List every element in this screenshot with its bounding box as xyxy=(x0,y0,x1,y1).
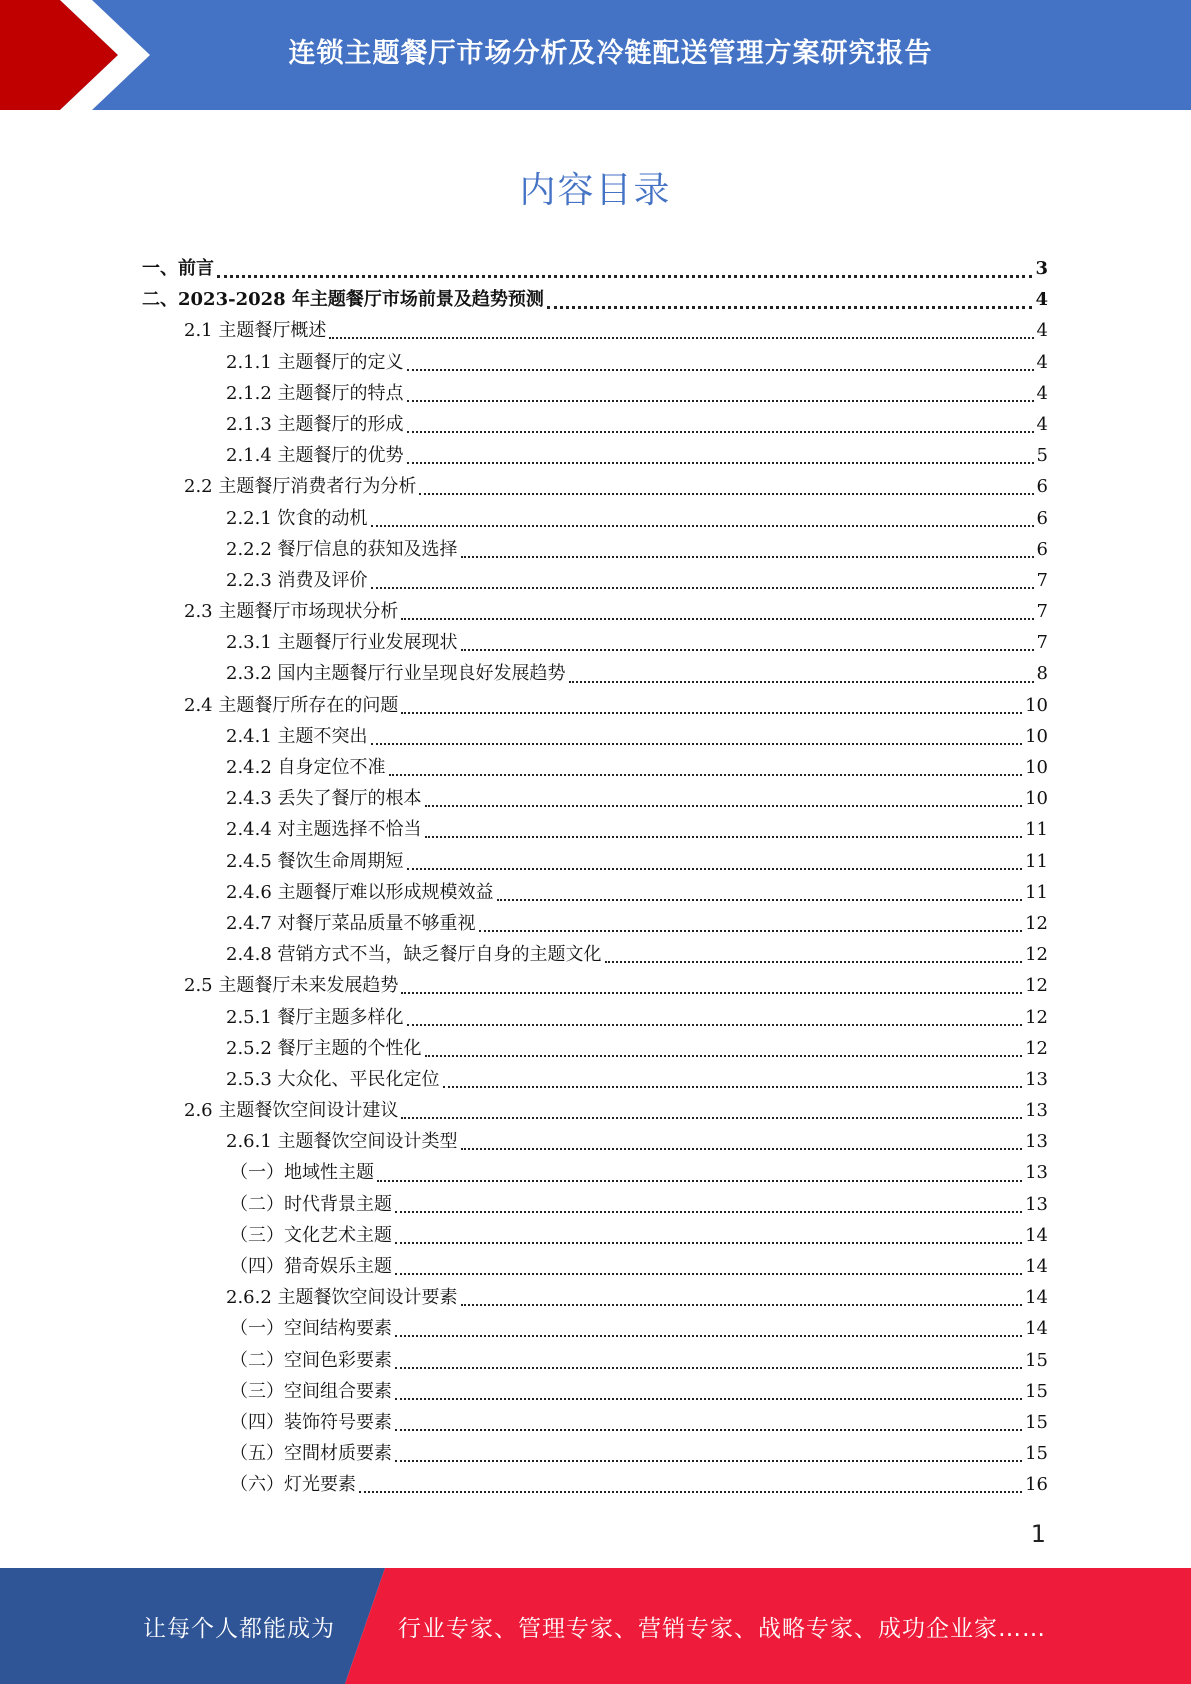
toc-entry-label: 2.4.5 餐饮生命周期短 xyxy=(226,850,404,872)
toc-leader-dots xyxy=(425,1054,1023,1057)
toc-entry-label: 2.6.2 主题餐饮空间设计要素 xyxy=(226,1287,458,1309)
toc-leader-dots xyxy=(407,1023,1023,1026)
toc-entry-label: （六）灯光要素 xyxy=(230,1474,356,1496)
toc-entry[interactable] xyxy=(142,1157,1048,1188)
toc-entry[interactable] xyxy=(142,347,1048,378)
toc-leader-dots xyxy=(407,399,1034,402)
toc-entry-page: 5 xyxy=(1036,445,1048,467)
toc-entry[interactable] xyxy=(142,253,1048,284)
page-number: 1 xyxy=(1030,1520,1046,1548)
toc-leader-dots xyxy=(377,1179,1022,1182)
toc-entry-page: 10 xyxy=(1025,694,1048,716)
toc-entry[interactable] xyxy=(142,939,1048,970)
toc-leader-dots xyxy=(547,305,1033,309)
toc-entry-label: 2.4.6 主题餐厅难以形成规模效益 xyxy=(226,881,494,903)
toc-entry[interactable] xyxy=(142,378,1048,409)
toc-entry-page: 12 xyxy=(1025,1006,1048,1028)
report-title: 连锁主题餐厅市场分析及冷链配送管理方案研究报告 xyxy=(288,37,933,69)
toc-entry-label: 2.6 主题餐饮空间设计建议 xyxy=(184,1100,399,1122)
toc-entry-label: 2.5.2 餐厅主题的个性化 xyxy=(226,1037,422,1059)
toc-entry-page: 11 xyxy=(1025,850,1048,872)
toc-entry-label: 2.5 主题餐厅未来发展趋势 xyxy=(184,975,399,997)
toc-leader-dots xyxy=(401,1116,1022,1119)
toc-leader-dots xyxy=(371,586,1034,589)
toc-entry[interactable] xyxy=(142,658,1048,689)
toc-entry-label: 2.3.1 主题餐厅行业发展现状 xyxy=(226,632,458,654)
toc-entry[interactable] xyxy=(142,1407,1048,1438)
toc-leader-dots xyxy=(497,898,1023,901)
toc-entry-page: 7 xyxy=(1036,569,1048,591)
toc-entry[interactable] xyxy=(142,471,1048,502)
toc-leader-dots xyxy=(461,1303,1023,1306)
toc-entry[interactable] xyxy=(142,1469,1048,1500)
toc-entry-label: （三）空间组合要素 xyxy=(230,1380,392,1402)
toc-entry-label: 2.1.4 主题餐厅的优势 xyxy=(226,445,404,467)
toc-leader-dots xyxy=(329,336,1033,339)
footer-slogan-right: 行业专家、管理专家、营销专家、战略专家、成功企业家…… xyxy=(398,1615,1046,1642)
toc-leader-dots xyxy=(359,1490,1022,1493)
toc-entry-page: 4 xyxy=(1036,382,1048,404)
toc-entry[interactable] xyxy=(142,877,1048,908)
toc-entry-page: 15 xyxy=(1025,1443,1048,1465)
toc-entry-label: 2.4.8 营销方式不当，缺乏餐厅自身的主题文化 xyxy=(226,944,602,966)
toc-entry[interactable] xyxy=(142,534,1048,565)
toc-entry-label: 2.4.4 对主题选择不恰当 xyxy=(226,819,422,841)
toc-entry[interactable] xyxy=(142,596,1048,627)
toc-entry[interactable] xyxy=(142,409,1048,440)
toc-entry[interactable] xyxy=(142,565,1048,596)
toc-entry-page: 3 xyxy=(1035,258,1048,279)
toc-leader-dots xyxy=(217,274,1032,278)
toc-leader-dots xyxy=(395,1210,1022,1213)
toc-entry-label: 2.4.7 对餐厅菜品质量不够重视 xyxy=(226,912,476,934)
toc-entry[interactable] xyxy=(142,440,1048,471)
toc-leader-dots xyxy=(419,492,1033,495)
toc-entry[interactable] xyxy=(142,908,1048,939)
toc-entry-label: 2.5.3 大众化、平民化定位 xyxy=(226,1068,440,1090)
toc-entry-page: 14 xyxy=(1025,1287,1048,1309)
toc-leader-dots xyxy=(443,1085,1023,1088)
toc-entry[interactable] xyxy=(142,1438,1048,1469)
toc-entry-label: 一、前言 xyxy=(142,258,214,279)
toc-entry-page: 12 xyxy=(1025,975,1048,997)
toc-entry-label: （四）猎奇娱乐主题 xyxy=(230,1256,392,1277)
toc-entry-page: 13 xyxy=(1025,1100,1048,1122)
toc-entry-page: 13 xyxy=(1025,1131,1048,1153)
toc-entry-label: 2.1.2 主题餐厅的特点 xyxy=(226,382,404,404)
toc-entry[interactable] xyxy=(142,284,1048,315)
toc-entry[interactable] xyxy=(142,752,1048,783)
toc-entry-label: 2.2.2 餐厅信息的获知及选择 xyxy=(226,538,458,560)
toc-leader-dots xyxy=(461,1147,1023,1150)
toc-entry-label: 2.3 主题餐厅市场现状分析 xyxy=(184,601,399,623)
toc-entry[interactable] xyxy=(142,1189,1048,1220)
toc-entry-page: 16 xyxy=(1025,1474,1048,1496)
toc-entry-label: 2.1.3 主题餐厅的形成 xyxy=(226,413,404,435)
toc-entry-label: 2.2.3 消费及评价 xyxy=(226,569,368,591)
toc-entry-label: 2.1.1 主题餐厅的定义 xyxy=(226,351,404,373)
toc-entry-page: 13 xyxy=(1025,1068,1048,1090)
toc-leader-dots xyxy=(395,1272,1022,1275)
toc-entry-label: （五）空間材质要素 xyxy=(230,1443,392,1465)
toc-entry[interactable] xyxy=(142,721,1048,752)
toc-entry-page: 14 xyxy=(1025,1318,1048,1340)
table-of-contents xyxy=(142,253,1048,1501)
toc-leader-dots xyxy=(461,648,1034,651)
toc-leader-dots xyxy=(395,1241,1022,1244)
toc-entry[interactable] xyxy=(142,627,1048,658)
toc-entry-page: 6 xyxy=(1036,476,1048,498)
toc-entry-page: 7 xyxy=(1036,601,1048,623)
toc-entry-label: 2.3.2 国内主题餐厅行业呈现良好发展趋势 xyxy=(226,663,566,685)
toc-leader-dots xyxy=(395,1334,1022,1337)
toc-entry-label: 2.2.1 饮食的动机 xyxy=(226,507,368,529)
toc-entry[interactable] xyxy=(142,1033,1048,1064)
toc-entry[interactable] xyxy=(142,1095,1048,1126)
toc-entry-page: 6 xyxy=(1036,538,1048,560)
toc-entry-label: 2.1 主题餐厅概述 xyxy=(184,320,327,342)
toc-leader-dots xyxy=(407,430,1034,433)
toc-entry-page: 12 xyxy=(1025,944,1048,966)
toc-entry-page: 14 xyxy=(1025,1224,1048,1246)
toc-leader-dots xyxy=(461,555,1034,558)
toc-entry-label: 2.6.1 主题餐饮空间设计类型 xyxy=(226,1131,458,1153)
toc-entry[interactable] xyxy=(142,690,1048,721)
toc-entry-page: 6 xyxy=(1036,507,1048,529)
toc-entry-page: 10 xyxy=(1025,788,1048,810)
toc-entry-page: 14 xyxy=(1025,1256,1048,1277)
toc-entry-page: 8 xyxy=(1036,663,1048,685)
toc-entry[interactable] xyxy=(142,1126,1048,1157)
footer-slogan-left: 让每个人都能成为 xyxy=(143,1615,335,1642)
toc-entry[interactable] xyxy=(142,1282,1048,1313)
toc-entry-page: 4 xyxy=(1036,413,1048,435)
toc-entry-page: 13 xyxy=(1025,1193,1048,1215)
toc-entry[interactable] xyxy=(142,1376,1048,1407)
toc-entry[interactable] xyxy=(142,1251,1048,1282)
toc-entry-label: （二）空间色彩要素 xyxy=(230,1349,392,1371)
toc-entry-label: 2.4.2 自身定位不准 xyxy=(226,757,386,778)
toc-entry-label: （二）时代背景主题 xyxy=(230,1193,392,1215)
toc-entry[interactable] xyxy=(142,1313,1048,1344)
toc-entry-label: （一）地域性主题 xyxy=(230,1162,374,1184)
toc-entry-label: 2.5.1 餐厅主题多样化 xyxy=(226,1006,404,1028)
toc-entry[interactable] xyxy=(142,970,1048,1001)
toc-entry[interactable] xyxy=(142,1220,1048,1251)
toc-entry-page: 13 xyxy=(1025,1162,1048,1184)
toc-entry-label: （四）装饰符号要素 xyxy=(230,1411,392,1433)
toc-leader-dots xyxy=(395,1397,1022,1400)
toc-entry-page: 10 xyxy=(1025,757,1048,778)
report-header xyxy=(0,0,1191,110)
toc-entry-page: 4 xyxy=(1036,320,1048,342)
toc-entry-page: 4 xyxy=(1036,351,1048,373)
toc-entry-label: （三）文化艺术主题 xyxy=(230,1224,392,1246)
toc-entry-page: 11 xyxy=(1025,819,1048,841)
toc-title: 内容目录 xyxy=(519,170,672,211)
toc-leader-dots xyxy=(371,742,1023,745)
toc-entry-page: 12 xyxy=(1025,912,1048,934)
toc-entry-label: 二、2023-2028 年主题餐厅市场前景及趋势预测 xyxy=(142,289,544,311)
toc-leader-dots xyxy=(569,680,1034,683)
toc-leader-dots xyxy=(407,867,1023,870)
toc-leader-dots xyxy=(479,929,1023,932)
toc-entry-page: 15 xyxy=(1025,1349,1048,1371)
toc-leader-dots xyxy=(401,991,1022,994)
toc-leader-dots xyxy=(401,711,1022,714)
toc-entry-page: 15 xyxy=(1025,1411,1048,1433)
toc-entry[interactable] xyxy=(142,1345,1048,1376)
toc-entry-page: 12 xyxy=(1025,1037,1048,1059)
toc-leader-dots xyxy=(407,368,1034,371)
toc-leader-dots xyxy=(425,835,1023,838)
toc-entry[interactable] xyxy=(142,1002,1048,1033)
toc-entry-label: 2.4 主题餐厅所存在的问题 xyxy=(184,694,399,716)
toc-entry-label: 2.2 主题餐厅消费者行为分析 xyxy=(184,476,417,498)
toc-leader-dots xyxy=(371,524,1034,527)
toc-leader-dots xyxy=(401,617,1033,620)
toc-entry-page: 4 xyxy=(1035,289,1048,311)
toc-entry[interactable] xyxy=(142,503,1048,534)
toc-entry-label: 2.4.3 丢失了餐厅的根本 xyxy=(226,788,422,810)
toc-entry-page: 7 xyxy=(1036,632,1048,654)
toc-entry-page: 11 xyxy=(1025,881,1048,903)
toc-leader-dots xyxy=(407,461,1034,464)
toc-entry[interactable] xyxy=(142,846,1048,877)
report-footer xyxy=(0,1568,1191,1684)
toc-leader-dots xyxy=(395,1428,1022,1431)
toc-leader-dots xyxy=(395,1366,1022,1369)
toc-leader-dots xyxy=(395,1459,1022,1462)
toc-leader-dots xyxy=(425,804,1023,807)
toc-leader-dots xyxy=(605,960,1023,963)
toc-entry[interactable] xyxy=(142,783,1048,814)
toc-entry[interactable] xyxy=(142,315,1048,346)
toc-entry-label: （一）空间结构要素 xyxy=(230,1318,392,1340)
toc-leader-dots xyxy=(389,773,1023,776)
toc-entry-label: 2.4.1 主题不突出 xyxy=(226,725,368,747)
toc-entry-page: 10 xyxy=(1025,725,1048,747)
toc-entry[interactable] xyxy=(142,1064,1048,1095)
toc-entry-page: 15 xyxy=(1025,1380,1048,1402)
toc-entry[interactable] xyxy=(142,814,1048,845)
